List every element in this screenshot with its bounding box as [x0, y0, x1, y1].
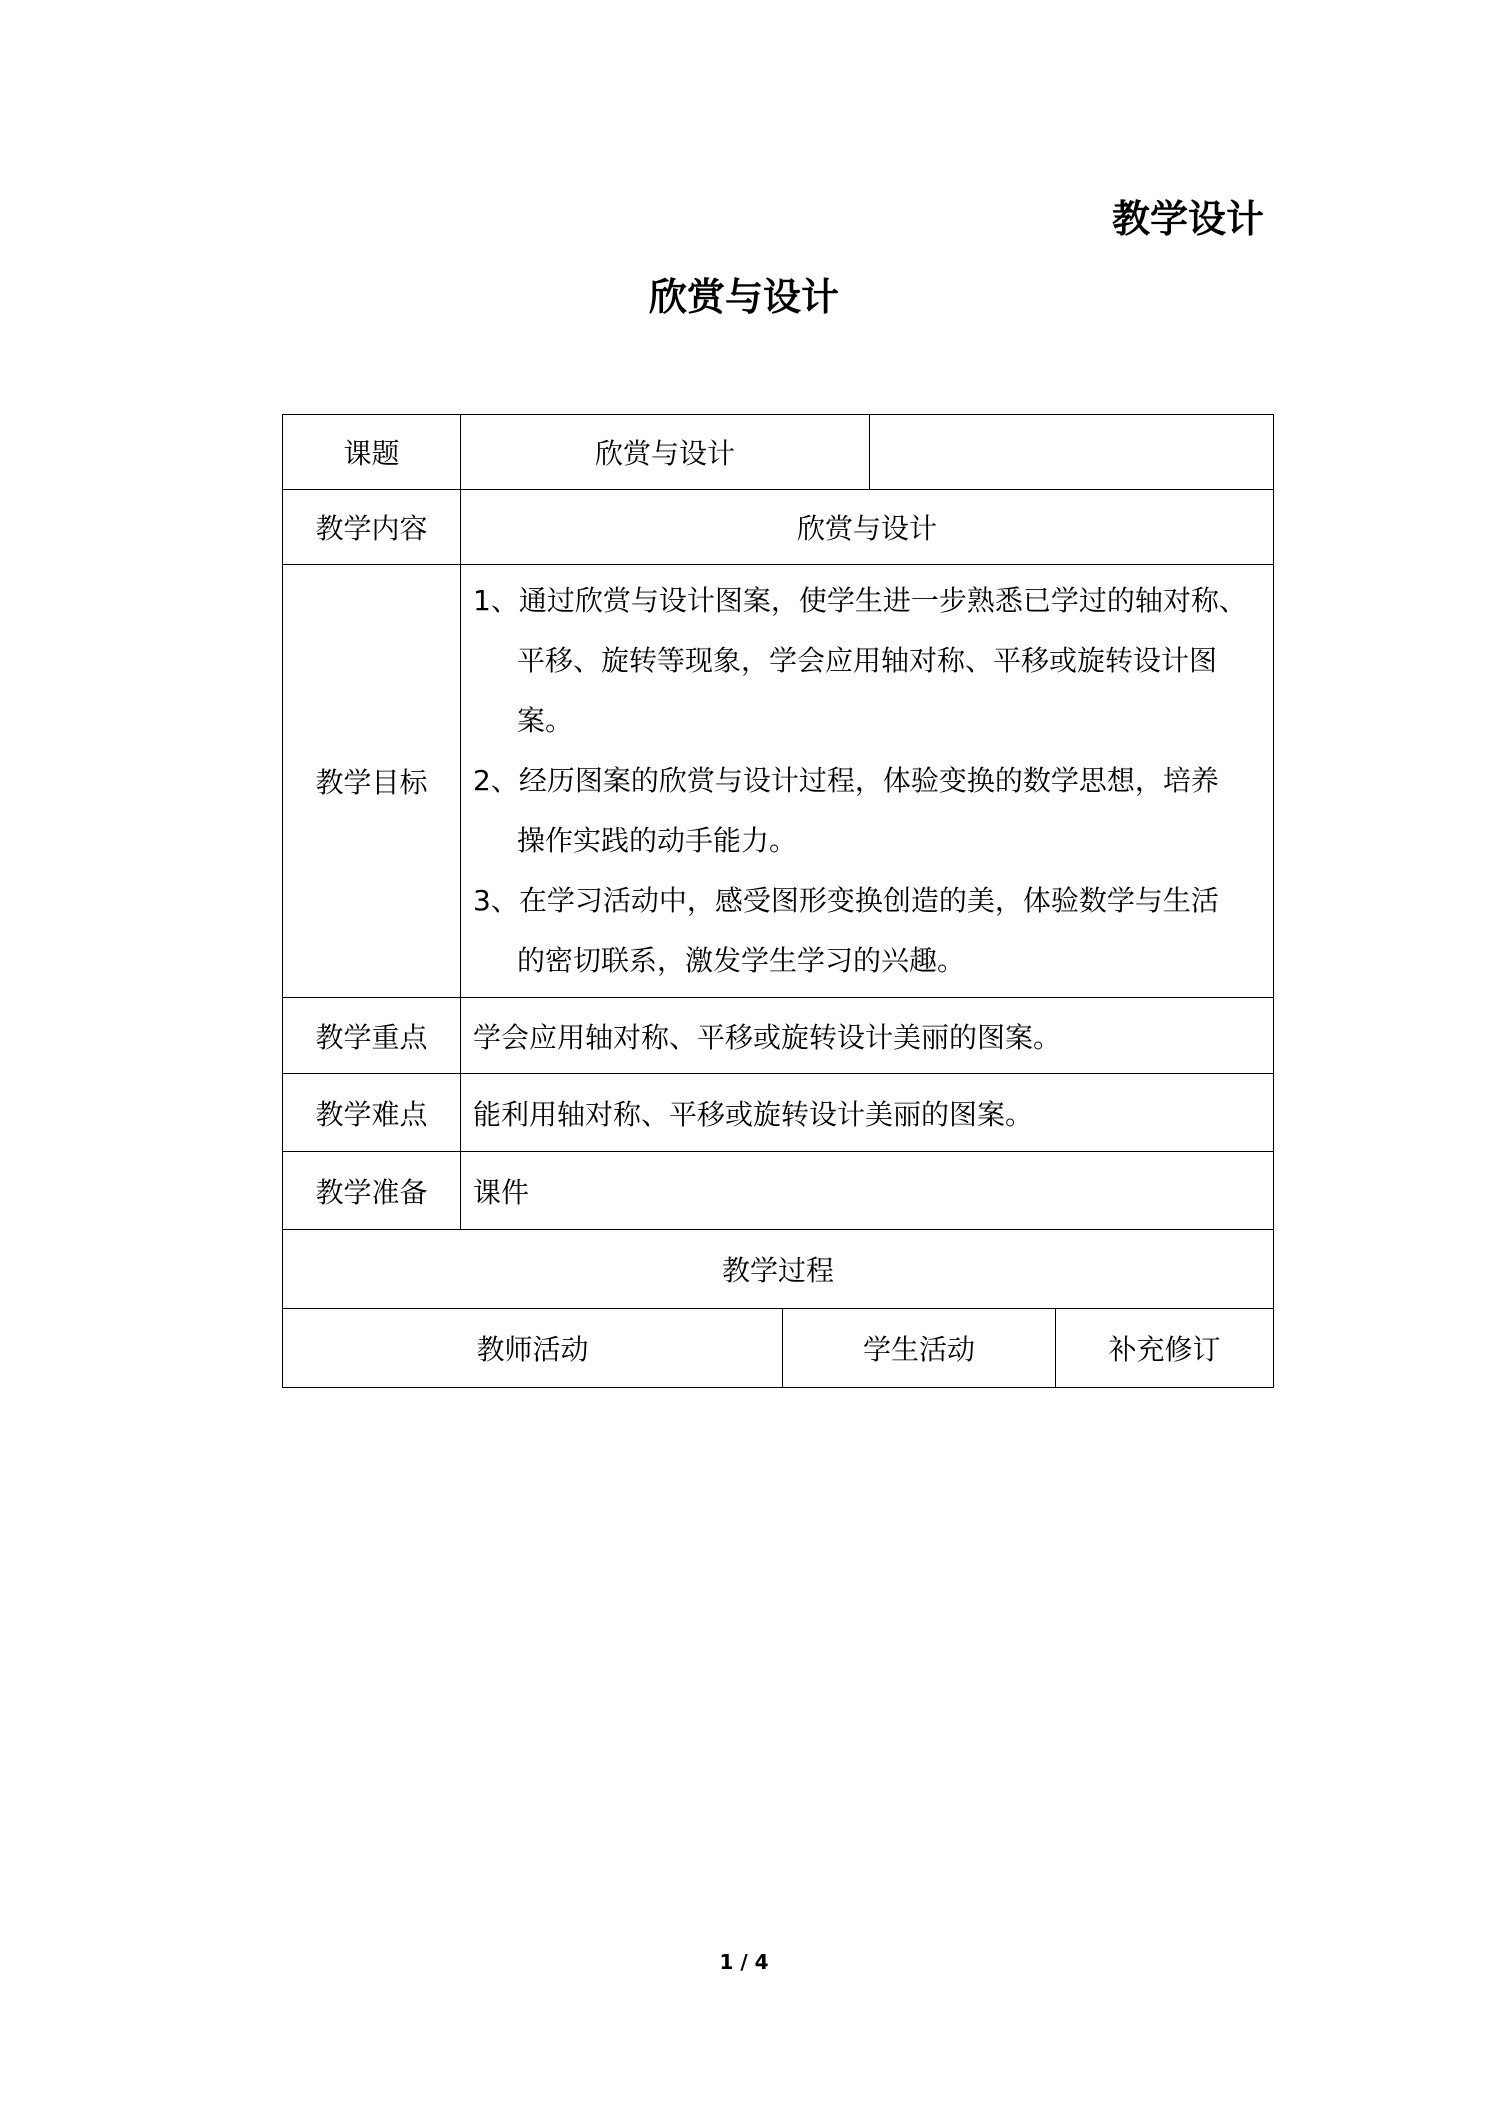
teacher-activity-header: 教师活动 — [283, 1309, 783, 1388]
table-row — [283, 1309, 1274, 1388]
objective-1-line-2: 平移、旋转等现象，学会应用轴对称、平移或旋转设计图 — [517, 644, 1218, 677]
key-points-value: 学会应用轴对称、平移或旋转设计美丽的图案。 — [461, 998, 1274, 1074]
objective-2-line-1: 2、经历图案的欣赏与设计过程，体验变换的数学思想，培养 — [473, 764, 1219, 797]
objective-3-line-1: 3、在学习活动中，感受图形变换创造的美，体验数学与生活 — [473, 884, 1219, 917]
topic-extra-cell — [870, 415, 1274, 490]
lesson-plan-table — [282, 414, 1274, 1388]
table-row — [283, 415, 1274, 490]
content-label: 教学内容 — [283, 490, 461, 565]
document-title: 欣赏与设计 — [648, 275, 839, 319]
student-activity-header: 学生活动 — [783, 1309, 1056, 1388]
objective-2-line-2: 操作实践的动手能力。 — [517, 824, 798, 857]
preparation-value: 课件 — [461, 1152, 1274, 1230]
content-value: 欣赏与设计 — [461, 490, 1274, 565]
difficulties-value: 能利用轴对称、平移或旋转设计美丽的图案。 — [461, 1074, 1274, 1152]
page-number: 1 / 4 — [719, 1950, 769, 1974]
topic-value: 欣赏与设计 — [461, 415, 870, 490]
table-row — [283, 490, 1274, 565]
difficulties-label: 教学难点 — [283, 1074, 461, 1152]
table-row — [283, 565, 1274, 998]
revision-header: 补充修订 — [1056, 1309, 1274, 1388]
header-title: 教学设计 — [1111, 197, 1264, 241]
objectives-label: 教学目标 — [283, 565, 461, 998]
objective-3-line-2: 的密切联系，激发学生学习的兴趣。 — [517, 944, 966, 977]
objective-1-line-3: 案。 — [517, 704, 574, 737]
objective-1-line-1: 1、通过欣赏与设计图案，使学生进一步熟悉已学过的轴对称、 — [473, 584, 1247, 617]
process-header: 教学过程 — [283, 1230, 1274, 1309]
objectives-cell — [461, 565, 1274, 998]
table-row — [283, 1152, 1274, 1230]
topic-label: 课题 — [283, 415, 461, 490]
table-row — [283, 998, 1274, 1074]
table-row — [283, 1074, 1274, 1152]
key-points-label: 教学重点 — [283, 998, 461, 1074]
preparation-label: 教学准备 — [283, 1152, 461, 1230]
table-row — [283, 1230, 1274, 1309]
